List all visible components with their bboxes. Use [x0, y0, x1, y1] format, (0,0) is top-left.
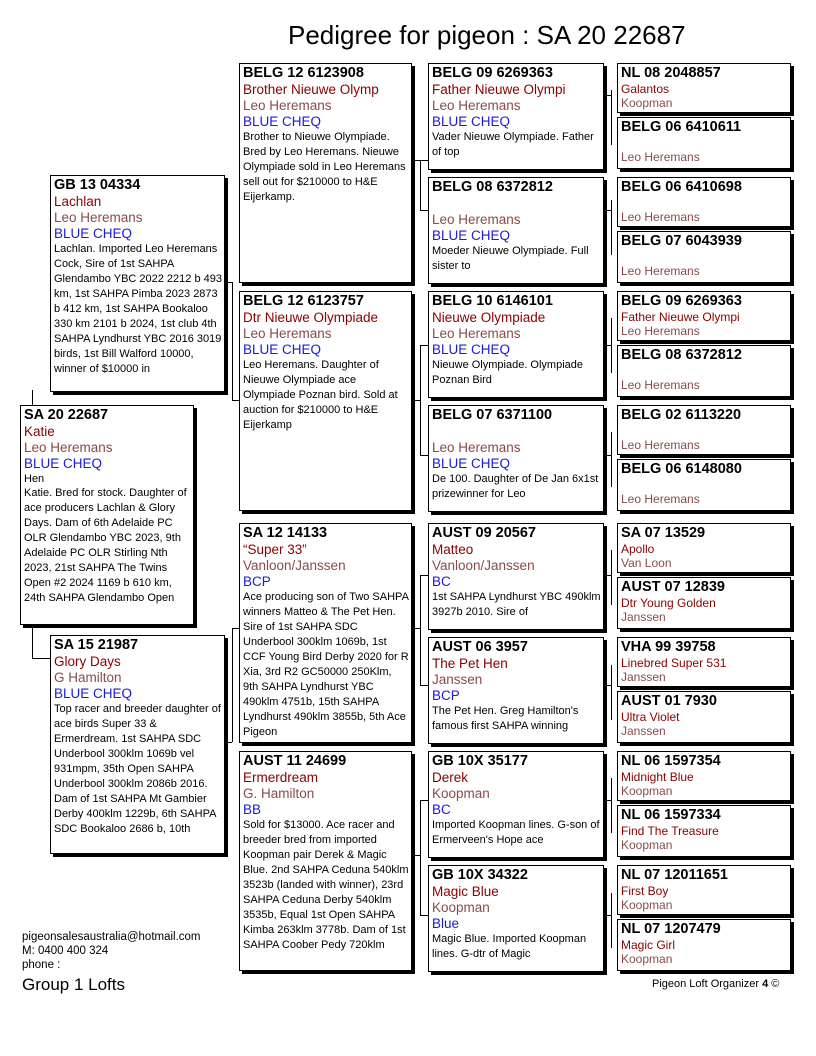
color: BLUE CHEQ	[432, 228, 511, 243]
pigeon-name: “Super 33”	[243, 542, 307, 557]
breeder: Leo Heremans	[432, 326, 521, 341]
breeder: Koopman	[621, 898, 673, 912]
color: BLUE CHEQ	[24, 456, 103, 471]
ring-number: SA 20 22687	[24, 407, 109, 423]
breeder: Janssen	[621, 610, 666, 624]
pigeon-name: Father Nieuwe Olympi	[621, 310, 740, 324]
ring-number: BELG 08 6372812	[621, 347, 742, 363]
pigeon-card-gen4[interactable]	[428, 291, 604, 398]
software-name: Pigeon Loft Organizer	[652, 978, 760, 990]
connector-line	[32, 658, 52, 659]
connector-line	[604, 345, 611, 346]
connector-line	[611, 90, 612, 145]
breeder: Leo Heremans	[621, 378, 700, 392]
pigeon-name	[621, 424, 788, 438]
pigeon-name: Ultra Violet	[621, 710, 680, 724]
ring-number: BELG 07 6371100	[432, 407, 553, 423]
ring-number: NL 06 1597354	[621, 753, 721, 769]
pigeon-card-subject[interactable]	[20, 405, 194, 625]
ring-number: SA 07 13529	[621, 525, 706, 541]
software-credit	[652, 978, 779, 990]
connector-line	[604, 915, 611, 916]
color: BLUE CHEQ	[432, 456, 511, 471]
ring-number: BELG 12 6123908	[243, 65, 364, 81]
connector-line	[225, 742, 232, 743]
color: BLUE CHEQ	[54, 226, 133, 241]
pigeon-name	[621, 136, 788, 150]
breeder: Leo Heremans	[621, 492, 700, 506]
breeder: Koopman	[621, 838, 673, 852]
pigeon-card-gen4[interactable]	[428, 751, 604, 858]
breeder: Janssen	[432, 672, 483, 687]
breeder: G Hamilton	[54, 670, 122, 685]
breeder: Vanloon/Janssen	[243, 558, 346, 573]
pigeon-name: Father Nieuwe Olympi	[432, 82, 566, 97]
pigeon-name: Magic Blue	[432, 884, 499, 899]
ring-number: BELG 12 6123757	[243, 293, 364, 309]
pigeon-card-gen4[interactable]	[428, 405, 604, 512]
pigeon-name: Apollo	[621, 542, 655, 556]
color: BB	[243, 802, 262, 817]
contact-mobile: M: 0400 400 324	[22, 945, 109, 957]
color: BCP	[432, 688, 460, 703]
description: Lachlan. Imported Leo Heremans Cock, Sire of 1st SAHPA Glendambo YBC 2022 2212 b 493 km, 1st SAHPA Pimba 2023 2873 b 412 km, 1st SAHPA Bookaloo 330 km 2101 b 2024, 1st club 4th SAHPA Lyndhurst YBC 2016 3019 birds, 1st Bill Walford 10000, winner of $10000 in	[54, 243, 222, 375]
breeder: Koopman	[432, 786, 490, 801]
pigeon-card-gen5[interactable]	[617, 63, 791, 113]
color: BC	[432, 574, 451, 589]
breeder: Leo Heremans	[621, 210, 700, 224]
pigeon-name: Ermerdream	[243, 770, 319, 785]
breeder: Leo Heremans	[432, 98, 521, 113]
pigeon-name: Find The Treasure	[621, 824, 719, 838]
pigeon-name: Magic Girl	[621, 938, 676, 952]
description: Imported Koopman lines. G-son of Ermerveen's Hope ace	[432, 819, 600, 846]
connector-line	[604, 455, 611, 456]
description: 1st SAHPA Lyndhurst YBC 490klm 3927b 2010. Sire of	[432, 591, 601, 618]
description: Leo Heremans. Daughter of Nieuwe Olympiade ace Olympiade Poznan bird. Sold at auction for $210000 to H&E Eijerkamp	[243, 359, 398, 431]
description: Brother to Nieuwe Olympiade. Bred by Leo Heremans. Nieuwe Olympiade sold in Leo Heremans sell out for $210000 to H&E Eijerkamp.	[243, 131, 406, 203]
ring-number: NL 08 2048857	[621, 65, 721, 81]
breeder: Leo Heremans	[243, 98, 332, 113]
description: Katie. Bred for stock. Daughter of ace producers Lachlan & Glory Days. Dam of 6th Adelaide PC OLR Glendambo YBC 2023, 9th Adelaide PC OLR Stirling Nth 2023, 21st SAHPA The Twins Open #2 2024 1169 b 610 km, 24th SAHPA Glendambo Open	[24, 487, 187, 604]
connector-line	[232, 628, 233, 742]
pigeon-card-gen5[interactable]	[617, 291, 791, 341]
pigeon-card-gen5[interactable]	[617, 523, 791, 573]
color: BLUE CHEQ	[432, 342, 511, 357]
breeder: Leo Heremans	[621, 264, 700, 278]
ring-number: AUST 09 20567	[432, 525, 536, 541]
color: BCP	[243, 574, 271, 589]
breeder: Janssen	[621, 724, 666, 738]
pigeon-card-gen5[interactable]	[617, 117, 791, 169]
ring-number: NL 07 1207479	[621, 921, 721, 937]
connector-line	[225, 282, 232, 283]
breeder: Koopman	[621, 952, 673, 966]
breeder: Koopman	[432, 900, 490, 915]
color: Blue	[432, 916, 460, 931]
pigeon-name: Linebred Super 531	[621, 656, 727, 670]
connector-line	[611, 318, 612, 373]
breeder: Leo Heremans	[243, 326, 332, 341]
pigeon-card-gen5[interactable]	[617, 577, 791, 629]
ring-number: AUST 06 3957	[432, 639, 528, 655]
color: BC	[432, 802, 451, 817]
pigeon-card-gen5[interactable]	[617, 691, 791, 743]
pigeon-card-gen5[interactable]	[617, 459, 791, 511]
pigeon-card-gen4[interactable]	[428, 865, 604, 972]
breeder: Leo Heremans	[432, 212, 521, 227]
pigeon-name: Lachlan	[54, 194, 102, 209]
connector-line	[611, 200, 612, 255]
contact-phone: phone :	[22, 959, 61, 971]
pigeon-card-dam-dam[interactable]	[239, 751, 412, 971]
pigeon-name: Dtr Young Golden	[621, 596, 716, 610]
breeder: Koopman	[621, 784, 673, 798]
contact-email[interactable]: pigeonsalesaustralia@hotmail.com	[22, 931, 201, 943]
breeder: Van Loon	[621, 556, 672, 570]
breeder: Leo Heremans	[54, 210, 143, 225]
pigeon-card-gen4[interactable]	[428, 637, 604, 744]
pigeon-card-gen5[interactable]	[617, 177, 791, 227]
description: Moeder Nieuwe Olympiade. Full sister to	[432, 245, 589, 272]
connector-line	[611, 550, 612, 605]
color: BLUE CHEQ	[243, 114, 322, 129]
connector-line	[611, 778, 612, 833]
description: Sold for $13000. Ace racer and breeder bred from imported Koopman pair Derek & Magic Blue. 2nd SAHPA Ceduna 540klm 3523b (landed with winner), 23rd SAHPA Ceduna Derby 540klm 3535b, Equal 1st Open SAHPA Kimba 263klm 3778b. Dam of 1st SAHPA Coober Pedy 720klm	[243, 819, 409, 951]
pigeon-card-gen5[interactable]	[617, 345, 791, 397]
pigeon-card-sire[interactable]	[50, 175, 225, 392]
connector-line	[420, 575, 421, 685]
breeder: Leo Heremans	[24, 440, 113, 455]
color: BLUE CHEQ	[432, 114, 511, 129]
pigeon-card-gen5[interactable]	[617, 231, 791, 283]
ring-number: BELG 10 6146101	[432, 293, 553, 309]
connector-line	[611, 432, 612, 487]
description: Top racer and breeder daughter of ace birds Super 33 & Ermerdream. 1st SAHPA SDC Underbool 300klm 1069b vel 931mpm, 35th Open SAHPA Underbool 300klm 2086b 2016. Dam of 1st SAHPA Mt Gambier Derby 400klm 1229b, 6th SAHPA SDC Bookaloo 2686 b, 10th	[54, 703, 221, 835]
pigeon-name: Matteo	[432, 542, 474, 557]
connector-line	[232, 628, 239, 629]
description: The Pet Hen. Greg Hamilton's famous first SAHPA winning	[432, 705, 579, 732]
ring-number: AUST 11 24699	[243, 753, 347, 769]
pigeon-card-gen5[interactable]	[617, 637, 791, 687]
connector-line	[604, 800, 611, 801]
loft-name: Group 1 Lofts	[22, 975, 126, 994]
pigeon-name: Brother Nieuwe Olymp	[243, 82, 379, 97]
pigeon-name: Dtr Nieuwe Olympiade	[243, 310, 379, 325]
description: Vader Nieuwe Olympiade. Father of top	[432, 131, 594, 158]
contact-info	[22, 930, 201, 972]
connector-line	[232, 282, 233, 400]
breeder: Koopman	[621, 96, 673, 110]
pigeon-name	[432, 196, 601, 212]
pigeon-card-gen4[interactable]	[428, 177, 604, 284]
pigeon-name: Katie	[24, 424, 55, 439]
pigeon-name: Derek	[432, 770, 469, 785]
connector-line	[420, 800, 421, 915]
software-version: 4	[762, 978, 769, 990]
pigeon-name	[621, 478, 788, 492]
ring-number: GB 10X 34322	[432, 867, 528, 883]
breeder: Vanloon/Janssen	[432, 558, 535, 573]
ring-number: BELG 06 6410611	[621, 119, 742, 135]
ring-number: GB 10X 35177	[432, 753, 528, 769]
sex: Hen	[24, 473, 45, 485]
pigeon-card-sire-sire[interactable]	[239, 63, 412, 283]
connector-line	[611, 665, 612, 720]
ring-number: NL 07 12011651	[621, 867, 728, 883]
connector-line	[604, 95, 611, 96]
description: Nieuwe Olympiade. Olympiade Poznan Bird	[432, 359, 584, 386]
pigeon-card-gen5[interactable]	[617, 751, 791, 801]
ring-number: NL 06 1597334	[621, 807, 721, 823]
connector-line	[32, 390, 33, 406]
ring-number: BELG 09 6269363	[432, 65, 553, 81]
ring-number: BELG 06 6148080	[621, 461, 742, 477]
pigeon-card-sire-dam[interactable]	[239, 291, 412, 511]
ring-number: BELG 07 6043939	[621, 233, 742, 249]
ring-number: GB 13 04334	[54, 177, 141, 193]
ring-number: VHA 99 39758	[621, 639, 716, 655]
ring-number: SA 15 21987	[54, 637, 139, 653]
breeder: Leo Heremans	[621, 438, 700, 452]
pigeon-card-gen4[interactable]	[428, 63, 604, 170]
pigeon-name: First Boy	[621, 884, 669, 898]
ring-number: SA 12 14133	[243, 525, 328, 541]
pigeon-card-dam-sire[interactable]	[239, 523, 412, 743]
pigeon-name	[621, 250, 788, 264]
color: BLUE CHEQ	[243, 342, 322, 357]
breeder: Leo Heremans	[621, 324, 700, 338]
connector-line	[32, 625, 33, 658]
pigeon-name: Nieuwe Olympiade	[432, 310, 546, 325]
connector-line	[420, 345, 421, 455]
ring-number: AUST 01 7930	[621, 693, 717, 709]
breeder: Janssen	[621, 670, 666, 684]
pigeon-name	[432, 424, 601, 440]
pigeon-card-gen4[interactable]	[428, 523, 604, 630]
pigeon-name	[621, 364, 788, 378]
breeder: Leo Heremans	[621, 150, 700, 164]
pigeon-card-dam[interactable]	[50, 635, 225, 854]
page-title: Pedigree for pigeon : SA 20 22687	[288, 20, 686, 50]
ring-number: BELG 02 6113220	[621, 407, 742, 423]
color: BLUE CHEQ	[54, 686, 133, 701]
connector-line	[232, 400, 239, 401]
description: De 100. Daughter of De Jan 6x1st prizewinner for Leo	[432, 473, 599, 500]
ring-number: BELG 08 6372812	[432, 179, 553, 195]
connector-line	[604, 685, 611, 686]
description: Ace producing son of Two SAHPA winners Matteo & The Pet Hen. Sire of 1st SAHPA SDC Underbool 300klm 1069b, 1st CCF Young Bird Derby 2020 for R Xia, 3rd R2 GC50000 250Klm, 9th SAHPA Lyndhurst YBC 490klm 4751b, 15th SAHPA Lyndhurst 490klm 3855b, 5th Ace Pigeon	[243, 591, 409, 738]
pigeon-name: Galantos	[621, 82, 670, 96]
pigeon-card-gen5[interactable]	[617, 865, 791, 915]
ring-number: BELG 09 6269363	[621, 293, 742, 309]
copyright-symbol: ©	[771, 978, 780, 990]
connector-line	[604, 210, 611, 211]
breeder: Leo Heremans	[432, 440, 521, 455]
pigeon-card-gen5[interactable]	[617, 919, 791, 971]
pigeon-card-gen5[interactable]	[617, 805, 791, 857]
breeder: G. Hamilton	[243, 786, 315, 801]
pigeon-name: The Pet Hen	[432, 656, 508, 671]
ring-number: AUST 07 12839	[621, 579, 725, 595]
connector-line	[420, 160, 421, 210]
ring-number: BELG 06 6410698	[621, 179, 742, 195]
description: Magic Blue. Imported Koopman lines. G-dtr of Magic	[432, 933, 587, 960]
pigeon-name: Midnight Blue	[621, 770, 694, 784]
pigeon-card-gen5[interactable]	[617, 405, 791, 455]
pigeon-name	[621, 196, 788, 210]
pigeon-name: Glory Days	[54, 654, 121, 669]
connector-line	[611, 893, 612, 948]
connector-line	[604, 575, 611, 576]
